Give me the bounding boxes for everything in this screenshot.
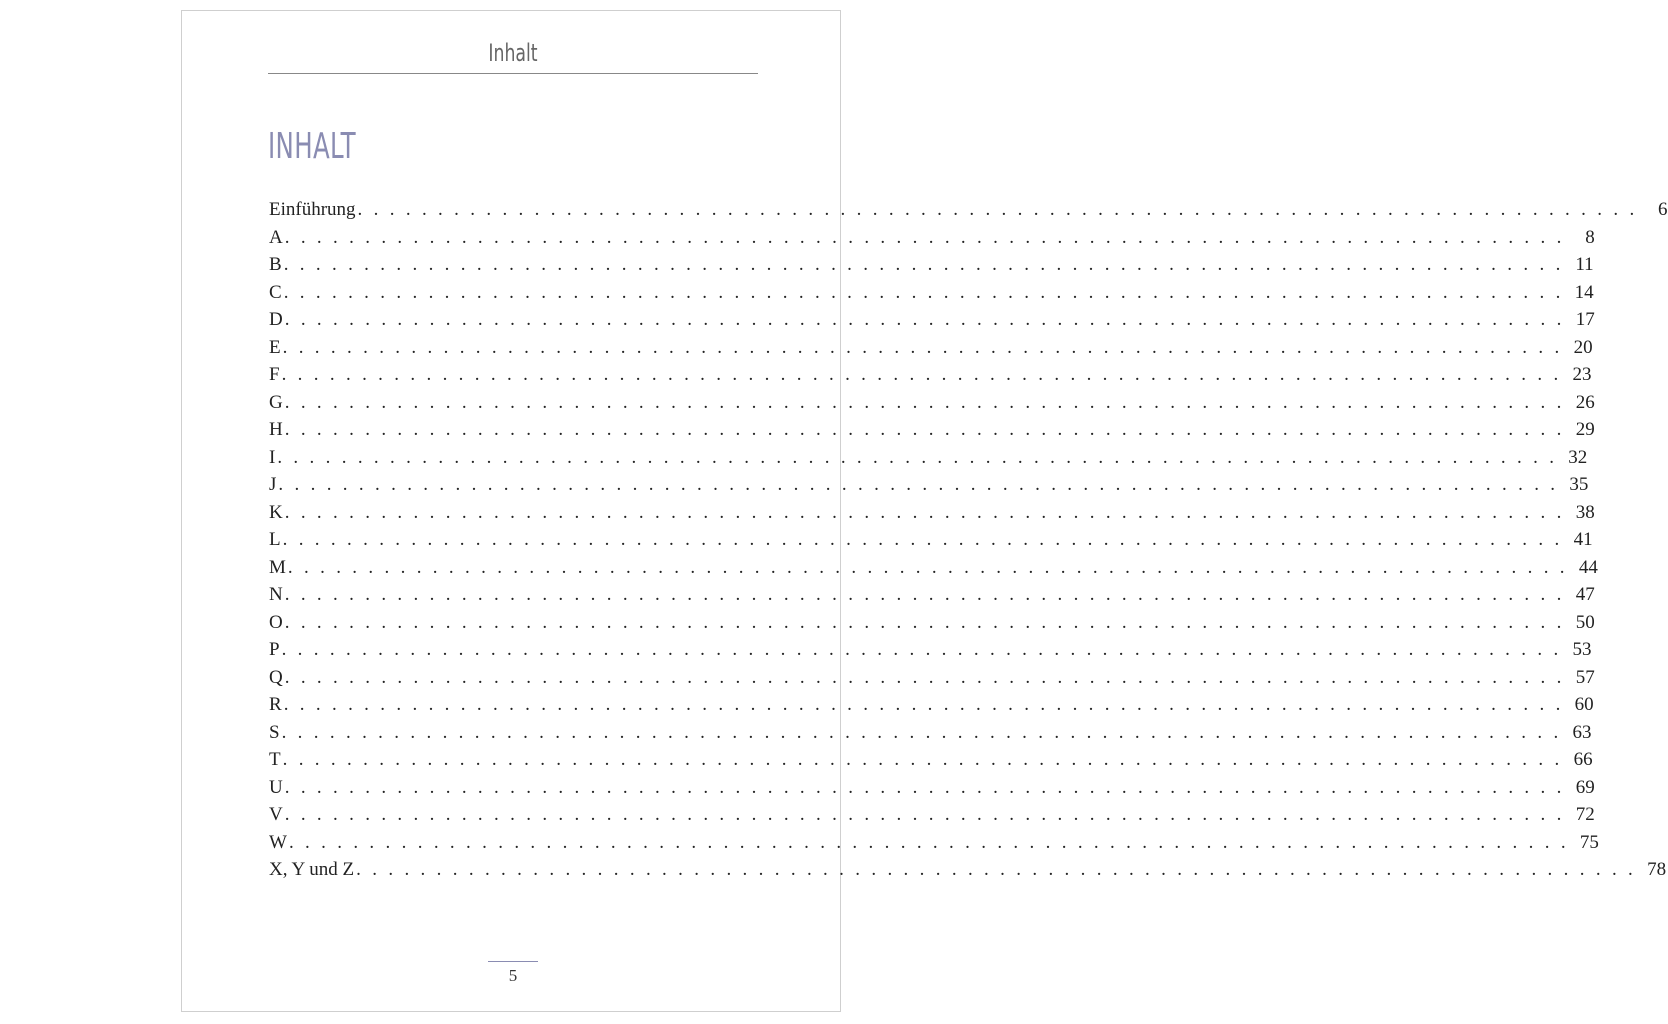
toc-entry-page: 17 bbox=[1575, 309, 1595, 330]
toc-entry-page: 29 bbox=[1575, 419, 1595, 440]
running-head: Inhalt bbox=[488, 39, 538, 67]
dot-leader: . . . . . . . . . . . . . . . . . . . . . . . . . . . . . . . . . . . . . . . . . . . . . . . . . . . . . . . . . . . . . . . . . . . . . . . . . . . . . . . . bbox=[284, 501, 1565, 523]
toc-entry-label: C bbox=[269, 281, 282, 303]
toc-entry-page: 72 bbox=[1575, 804, 1595, 825]
toc-entry bbox=[269, 196, 1668, 224]
toc-entry bbox=[269, 719, 1592, 747]
toc-entry-label: R bbox=[269, 694, 282, 715]
dot-leader: . . . . . . . . . . . . . . . . . . . . . . . . . . . . . . . . . . . . . . . . . . . . . . . . . . . . . . . . . . . . . . . . . . . . . . . . . . . . . . . . bbox=[284, 611, 1565, 633]
toc-entry-page: 23 bbox=[1572, 364, 1592, 385]
toc-entry-label: N bbox=[269, 584, 283, 605]
toc-entry bbox=[269, 251, 1594, 279]
toc-entry bbox=[269, 416, 1595, 444]
toc-entry bbox=[269, 856, 1667, 884]
dot-leader: . . . . . . . . . . . . . . . . . . . . . . . . . . . . . . . . . . . . . . . . . . . . . . . . . . . . . . . . . . . . . . . . . . . . . . . . . . . . . . . . bbox=[283, 281, 1564, 303]
toc-entry-page: 47 bbox=[1575, 584, 1595, 605]
toc-entry-page: 8 bbox=[1585, 226, 1595, 248]
toc-entry-page: 75 bbox=[1579, 831, 1599, 853]
toc-entry-page: 44 bbox=[1578, 556, 1598, 578]
table-of-contents bbox=[269, 196, 1668, 884]
toc-entry-page: 35 bbox=[1569, 474, 1589, 495]
toc-entry-page: 26 bbox=[1575, 391, 1595, 413]
toc-entry bbox=[269, 554, 1598, 582]
toc-entry-label: W bbox=[269, 831, 287, 853]
dot-leader: . . . . . . . . . . . . . . . . . . . . . . . . . . . . . . . . . . . . . . . . . . . . . . . . . . . . . . . . . . . . . . . . . . . . . . . . . . . . . . . . bbox=[284, 584, 1565, 605]
toc-entry bbox=[269, 801, 1595, 829]
page-title: INHALT bbox=[268, 126, 356, 167]
toc-entry bbox=[269, 636, 1592, 664]
footer-rule bbox=[488, 961, 538, 962]
dot-leader: . . . . . . . . . . . . . . . . . . . . . . . . . . . . . . . . . . . . . . . . . . . . . . . . . . . . . . . . . . . . . . . . . . . . . . . . . . . . . . . . bbox=[282, 529, 1563, 550]
toc-entry-label: K bbox=[269, 501, 283, 523]
toc-entry bbox=[269, 306, 1595, 334]
toc-entry-page: 66 bbox=[1573, 749, 1593, 770]
toc-entry-page: 60 bbox=[1574, 694, 1594, 715]
toc-entry-page: 38 bbox=[1575, 501, 1595, 523]
toc-entry-label: S bbox=[269, 721, 280, 743]
dot-leader: . . . . . . . . . . . . . . . . . . . . . . . . . . . . . . . . . . . . . . . . . . . . . . . . . . . . . . . . . . . . . . . . . . . . . . . . . . . . . . . . bbox=[356, 859, 1637, 880]
dot-leader: . . . . . . . . . . . . . . . . . . . . . . . . . . . . . . . . . . . . . . . . . . . . . . . . . . . . . . . . . . . . . . . . . . . . . . . . . . . . . . . . bbox=[288, 831, 1569, 853]
dot-leader: . . . . . . . . . . . . . . . . . . . . . . . . . . . . . . . . . . . . . . . . . . . . . . . . . . . . . . . . . . . . . . . . . . . . . . . . . . . . . . . . bbox=[278, 474, 1559, 495]
toc-entry-label: D bbox=[269, 309, 283, 330]
toc-entry-label: B bbox=[269, 254, 282, 275]
toc-entry bbox=[269, 499, 1595, 527]
toc-entry-page: 63 bbox=[1572, 721, 1592, 743]
toc-entry bbox=[269, 774, 1595, 802]
dot-leader: . . . . . . . . . . . . . . . . . . . . . . . . . . . . . . . . . . . . . . . . . . . . . . . . . . . . . . . . . . . . . . . . . . . . . . . . . . . . . . . . bbox=[284, 776, 1565, 798]
toc-entry bbox=[269, 389, 1595, 417]
toc-entry bbox=[269, 361, 1592, 389]
dot-leader: . . . . . . . . . . . . . . . . . . . . . . . . . . . . . . . . . . . . . . . . . . . . . . . . . . . . . . . . . . . . . . . . . . . . . . . . . . . . . . . . bbox=[284, 804, 1565, 825]
dot-leader: . . . . . . . . . . . . . . . . . . . . . . . . . . . . . . . . . . . . . . . . . . . . . . . . . . . . . . . . . . . . . . . . . . . . . . . . . . . . . . . . bbox=[284, 666, 1565, 688]
toc-entry-label: X, Y und Z bbox=[269, 859, 355, 880]
dot-leader: . . . . . . . . . . . . . . . . . . . . . . . . . . . . . . . . . . . . . . . . . . . . . . . . . . . . . . . . . . . . . . . . . . . . . . . . . . . . . . . . bbox=[282, 336, 1563, 358]
dot-leader: . . . . . . . . . . . . . . . . . . . . . . . . . . . . . . . . . . . . . . . . . . . . . . . . . . . . . . . . . . . . . . . . . . . . . . . . . . . . . . . . bbox=[284, 419, 1565, 440]
toc-entry-label: L bbox=[269, 529, 281, 550]
toc-entry bbox=[269, 471, 1589, 499]
toc-entry-label: Einführung bbox=[269, 199, 356, 220]
toc-entry bbox=[269, 664, 1595, 692]
toc-entry-page: 14 bbox=[1574, 281, 1594, 303]
book-page bbox=[181, 10, 1668, 1012]
toc-entry-label: Q bbox=[269, 666, 283, 688]
dot-leader: . . . . . . . . . . . . . . . . . . . . . . . . . . . . . . . . . . . . . . . . . . . . . . . . . . . . . . . . . . . . . . . . . . . . . . . . . . . . . . . . bbox=[287, 556, 1568, 578]
toc-entry-page: 57 bbox=[1575, 666, 1595, 688]
header-rule bbox=[268, 73, 758, 74]
dot-leader: . . . . . . . . . . . . . . . . . . . . . . . . . . . . . . . . . . . . . . . . . . . . . . . . . . . . . . . . . . . . . . . . . . . . . . . . . . . . . . . . bbox=[283, 694, 1564, 715]
toc-entry-page: 50 bbox=[1575, 611, 1595, 633]
dot-leader: . . . . . . . . . . . . . . . . . . . . . . . . . . . . . . . . . . . . . . . . . . . . . . . . . . . . . . . . . . . . . . . . . . . . . . . . . . . . . . . . bbox=[283, 254, 1564, 275]
toc-entry bbox=[269, 224, 1595, 252]
toc-entry-label: V bbox=[269, 804, 283, 825]
toc-entry-label: J bbox=[269, 474, 277, 495]
dot-leader: . . . . . . . . . . . . . . . . . . . . . . . . . . . . . . . . . . . . . . . . . . . . . . . . . . . . . . . . . . . . . . . . . . . . . . . . . . . . . . . . bbox=[284, 226, 1565, 248]
toc-entry-page: 6 bbox=[1658, 199, 1668, 220]
dot-leader: . . . . . . . . . . . . . . . . . . . . . . . . . . . . . . . . . . . . . . . . . . . . . . . . . . . . . . . . . . . . . . . . . . . . . . . . . . . . . . . . bbox=[281, 364, 1562, 385]
dot-leader: . . . . . . . . . . . . . . . . . . . . . . . . . . . . . . . . . . . . . . . . . . . . . . . . . . . . . . . . . . . . . . . . . . . . . . . . . . . . . . . . bbox=[281, 721, 1562, 743]
toc-entry-label: P bbox=[269, 639, 280, 660]
toc-entry-page: 78 bbox=[1647, 859, 1667, 880]
toc-entry bbox=[269, 609, 1595, 637]
dot-leader: . . . . . . . . . . . . . . . . . . . . . . . . . . . . . . . . . . . . . . . . . . . . . . . . . . . . . . . . . . . . . . . . . . . . . . . . . . . . . . . . bbox=[357, 199, 1638, 220]
toc-entry bbox=[269, 581, 1595, 609]
toc-entry bbox=[269, 829, 1599, 857]
toc-entry bbox=[269, 746, 1593, 774]
dot-leader: . . . . . . . . . . . . . . . . . . . . . . . . . . . . . . . . . . . . . . . . . . . . . . . . . . . . . . . . . . . . . . . . . . . . . . . . . . . . . . . . bbox=[284, 391, 1565, 413]
page-number: 5 bbox=[508, 966, 518, 985]
toc-entry bbox=[269, 691, 1594, 719]
toc-entry-label: G bbox=[269, 391, 283, 413]
toc-entry bbox=[269, 279, 1594, 307]
toc-entry-label: M bbox=[269, 556, 286, 578]
toc-entry bbox=[269, 526, 1593, 554]
toc-entry-page: 53 bbox=[1572, 639, 1592, 660]
dot-leader: . . . . . . . . . . . . . . . . . . . . . . . . . . . . . . . . . . . . . . . . . . . . . . . . . . . . . . . . . . . . . . . . . . . . . . . . . . . . . . . . bbox=[277, 446, 1558, 468]
toc-entry-page: 20 bbox=[1573, 336, 1593, 358]
toc-entry-page: 11 bbox=[1575, 254, 1594, 275]
toc-entry-label: T bbox=[269, 749, 281, 770]
toc-entry bbox=[269, 444, 1588, 472]
toc-entry-label: H bbox=[269, 419, 283, 440]
toc-entry bbox=[269, 334, 1593, 362]
dot-leader: . . . . . . . . . . . . . . . . . . . . . . . . . . . . . . . . . . . . . . . . . . . . . . . . . . . . . . . . . . . . . . . . . . . . . . . . . . . . . . . . bbox=[282, 749, 1563, 770]
dot-leader: . . . . . . . . . . . . . . . . . . . . . . . . . . . . . . . . . . . . . . . . . . . . . . . . . . . . . . . . . . . . . . . . . . . . . . . . . . . . . . . . bbox=[281, 639, 1562, 660]
toc-entry-label: F bbox=[269, 364, 280, 385]
dot-leader: . . . . . . . . . . . . . . . . . . . . . . . . . . . . . . . . . . . . . . . . . . . . . . . . . . . . . . . . . . . . . . . . . . . . . . . . . . . . . . . . bbox=[284, 309, 1565, 330]
toc-entry-page: 69 bbox=[1575, 776, 1595, 798]
toc-entry-label: E bbox=[269, 336, 281, 358]
toc-entry-label: I bbox=[269, 446, 276, 468]
toc-entry-page: 41 bbox=[1573, 529, 1593, 550]
toc-entry-label: O bbox=[269, 611, 283, 633]
toc-entry-label: A bbox=[269, 226, 283, 248]
toc-entry-page: 32 bbox=[1568, 446, 1588, 468]
toc-entry-label: U bbox=[269, 776, 283, 798]
